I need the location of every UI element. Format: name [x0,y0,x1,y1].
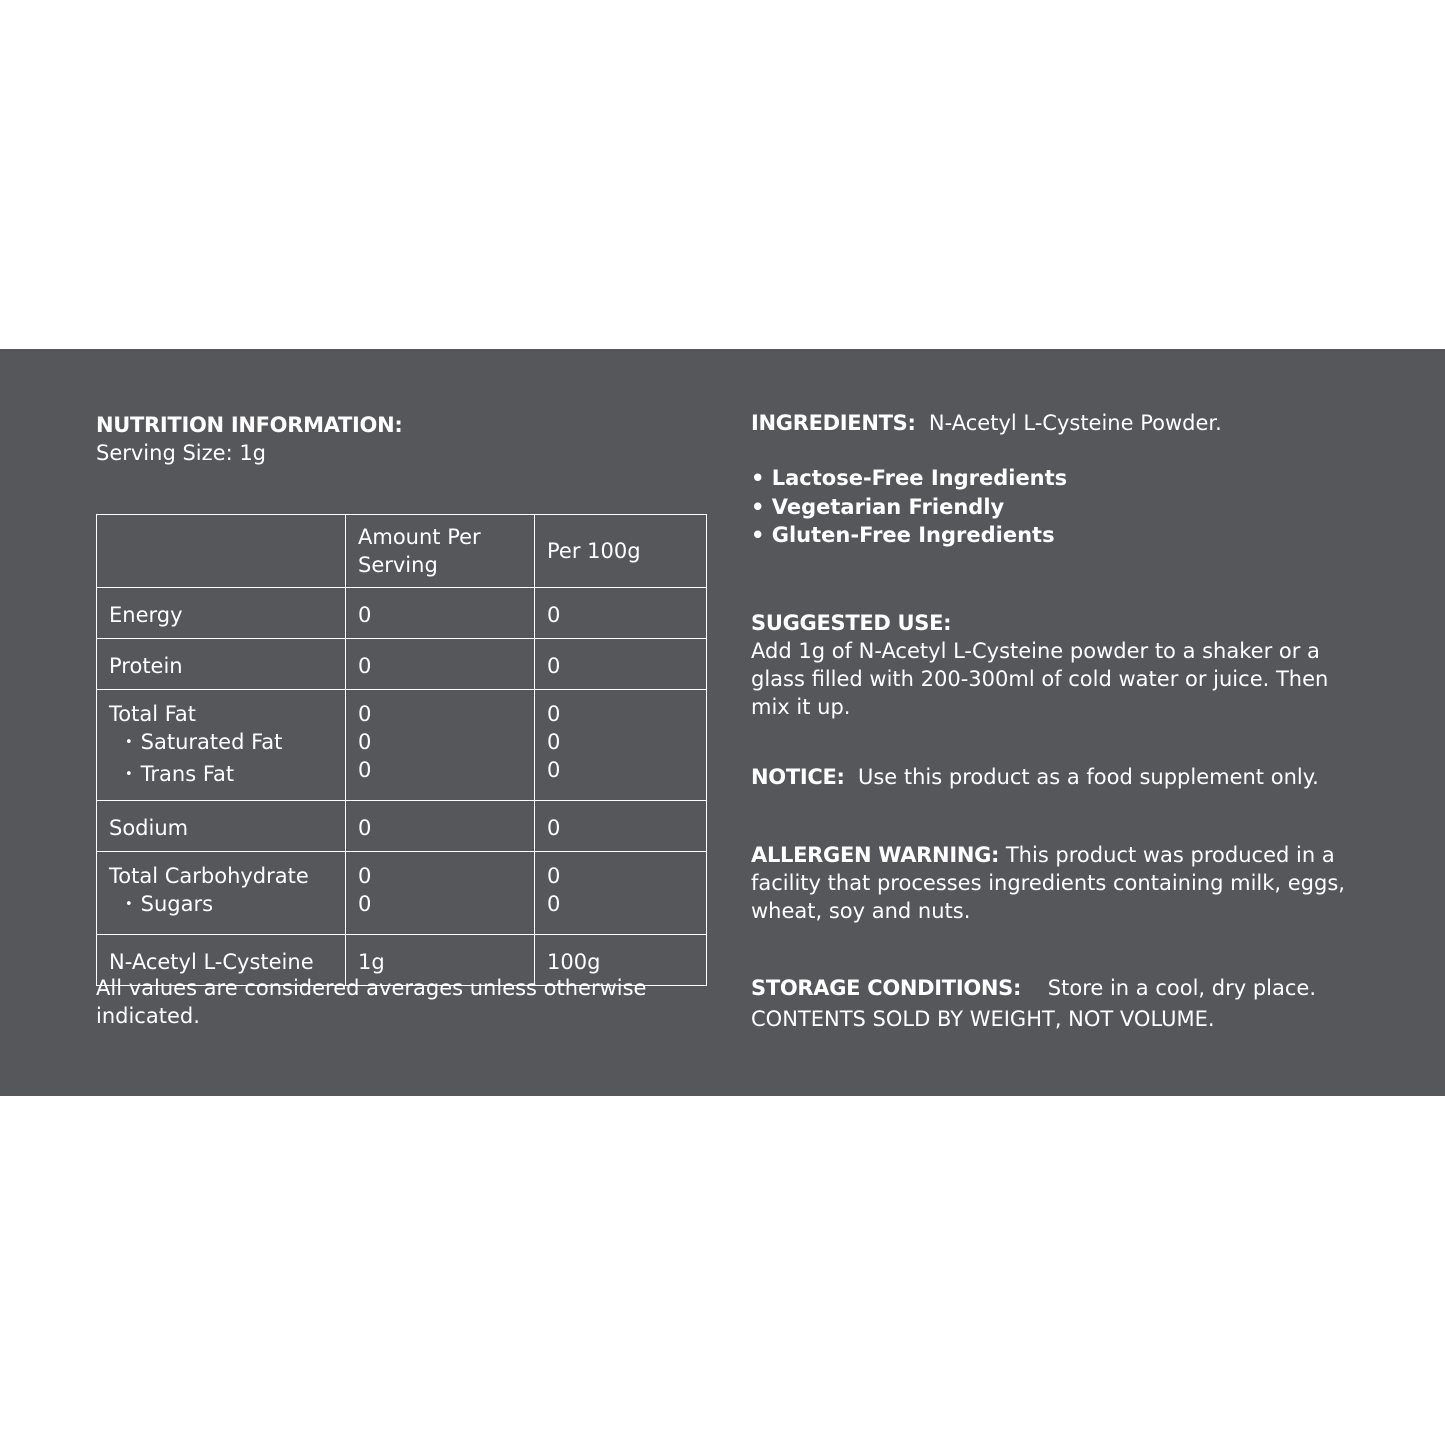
storage-text: Store in a cool, dry place. [1047,976,1317,1000]
nutrition-section [96,411,716,1028]
row-per-100g: 0 [547,702,561,726]
row-per-100g-group [535,852,707,935]
row-label: Total Carbohydrate [109,864,309,888]
row-per-serving: 0 [358,702,372,726]
suggested-use-text: Add 1g of N-Acetyl L-Cysteine powder to a shaker or a glass filled with 200-300ml of cold water or juice. Then mix it up. [751,639,1329,719]
storage-note: CONTENTS SOLD BY WEIGHT, NOT VOLUME. [751,1007,1215,1031]
sub-row-per-100g: 0 [547,730,561,754]
table-row [97,588,707,639]
row-per-serving: 1g [346,935,535,986]
sub-row-per-serving: 0 [358,892,372,916]
sub-row-label: • Sugars [109,890,345,922]
row-label-group [97,690,346,801]
header-amount-per-serving: Amount Per Serving [346,515,535,588]
table-row [97,690,707,801]
row-per-serving-group [346,690,535,801]
row-per-serving: 0 [346,801,535,852]
row-label: Total Fat [109,702,196,726]
table-row [97,639,707,690]
storage-block [751,974,1391,1033]
storage-heading: STORAGE CONDITIONS: [751,976,1022,1000]
header-per-100g: Per 100g [535,515,707,588]
ingredients-paragraph [751,409,1391,437]
table-header-row [97,515,707,588]
row-per-100g: 0 [535,639,707,690]
suggested-use-heading: SUGGESTED USE: [751,611,952,635]
row-per-100g: 0 [535,801,707,852]
row-label: Sodium [97,801,346,852]
row-per-100g: 100g [535,935,707,986]
nutrition-title: NUTRITION INFORMATION: [96,413,403,437]
sub-row-label: • Trans Fat [109,760,345,792]
serving-size: Serving Size: 1g [96,441,267,465]
row-per-serving-group [346,852,535,935]
row-label-group [97,852,346,935]
suggested-use-block [751,609,1371,721]
row-per-serving: 0 [346,588,535,639]
sub-row-per-serving: 0 [358,730,372,754]
sub-row-per-100g: 0 [547,892,561,916]
allergen-text: This product was produced in a facility that processes ingredients containing milk, eggs, wheat, soy and nuts. [751,843,1345,923]
sub-row-label: • Saturated Fat [109,728,345,760]
row-per-100g: 0 [547,864,561,888]
feature-list [751,464,1067,550]
list-item: • Vegetarian Friendly [751,493,1067,522]
notice-paragraph [751,763,1431,791]
header-blank [97,515,346,588]
row-label: Energy [97,588,346,639]
row-per-100g-group [535,690,707,801]
table-row [97,852,707,935]
table-row [97,801,707,852]
notice-text: Use this product as a food supplement only. [857,765,1319,789]
sub-row-per-serving: 0 [358,758,372,782]
list-item: • Lactose-Free Ingredients [751,464,1067,493]
nutrition-table [96,514,707,986]
allergen-paragraph [751,841,1361,925]
allergen-heading: ALLERGEN WARNING: [751,843,1000,867]
ingredients-text: N-Acetyl L-Cysteine Powder. [928,411,1222,435]
row-label: N-Acetyl L-Cysteine [97,935,346,986]
notice-heading: NOTICE: [751,765,845,789]
footnote: All values are considered averages unless otherwise indicated. [96,976,647,1028]
row-per-serving: 0 [358,864,372,888]
list-item: • Gluten-Free Ingredients [751,521,1067,550]
row-label: Protein [97,639,346,690]
label-panel [0,349,1445,1096]
row-per-serving: 0 [346,639,535,690]
ingredients-heading: INGREDIENTS: [751,411,916,435]
storage-line [751,974,1391,1002]
sub-row-per-100g: 0 [547,758,561,782]
row-per-100g: 0 [535,588,707,639]
